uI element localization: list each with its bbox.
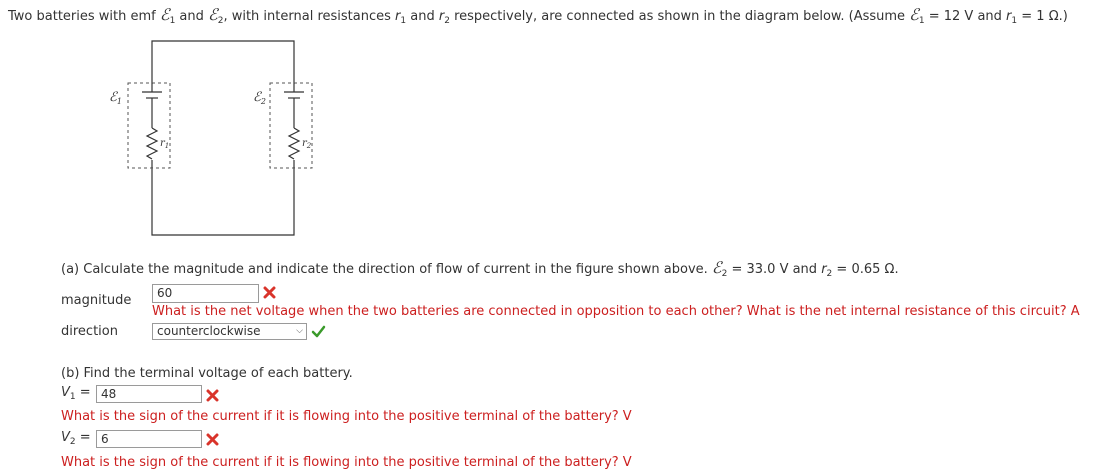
v2-sub: 2 (69, 437, 76, 447)
direction-label: direction (61, 324, 118, 339)
r2-sub: 2 (444, 16, 450, 26)
v1-equals: = (75, 385, 91, 400)
emf1-symbol: ℰ (159, 5, 170, 24)
intro-text-1: Two batteries with emf (8, 9, 160, 24)
circuit-diagram (100, 35, 330, 245)
r2-symbol: r (438, 9, 445, 24)
magnitude-feedback: What is the net voltage when the two batteries are connected in opposition to each other? What is the net internal resistance of this circuit? A (152, 304, 1080, 319)
emf1-label: ℰ$_1$ (109, 90, 122, 106)
r1-sub-b: 1 (1011, 16, 1018, 26)
direction-select[interactable] (152, 323, 307, 340)
emf2-label: ℰ$_2$ (253, 90, 266, 106)
part-b-question: (b) Find the terminal voltage of each battery. (61, 366, 353, 381)
check-mark-icon (311, 325, 326, 338)
circuit-wire (152, 41, 294, 235)
v2-feedback: What is the sign of the current if it is flowing into the positive terminal of the battery? V (61, 455, 632, 470)
v2-symbol: V (61, 430, 70, 445)
v2-equals: = (75, 430, 91, 445)
intro-text-2: , with internal resistances (223, 9, 396, 24)
v1-symbol: V (61, 385, 70, 400)
magnitude-input[interactable]: 60 (152, 284, 259, 303)
r1-symbol: r (395, 9, 401, 24)
magnitude-label: magnitude (61, 293, 132, 308)
direction-selected-value: counterclockwise (157, 324, 261, 338)
r1-label: $r_1$ (160, 138, 170, 150)
problem-intro (8, 5, 1068, 26)
v2-label (61, 430, 91, 447)
intro-text-3: respectively, are connected as shown in the diagram below. (Assume (449, 9, 910, 24)
intro-and-2: and (406, 9, 439, 24)
part-a-question (61, 258, 899, 279)
x-mark-icon (206, 433, 219, 446)
chevron-down-icon: ⌵ (296, 326, 303, 336)
emf2-symbol: ℰ (208, 5, 218, 24)
emf2-sub: 2 (217, 16, 224, 26)
r2-label: $r_2$ (302, 138, 312, 150)
v1-input[interactable]: 48 (96, 385, 202, 403)
v2-input[interactable]: 6 (96, 430, 202, 448)
emf1-symbol-b: ℰ (909, 5, 919, 24)
intro-and-1: and (175, 9, 209, 24)
intro-r1-value: = 1 Ω.) (1017, 9, 1068, 24)
x-mark-icon (206, 389, 219, 402)
x-mark-icon (263, 286, 276, 299)
emf1-sub-b: 1 (918, 16, 925, 26)
v1-label (61, 385, 91, 402)
part-a-text-1: (a) Calculate the magnitude and indicate the direction of flow of current in the figure shown above. (61, 262, 712, 277)
v1-feedback: What is the sign of the current if it is flowing into the positive terminal of the battery? V (61, 409, 632, 424)
part-a-emf-sub: 2 (721, 269, 728, 279)
part-a-r-sub: 2 (826, 269, 833, 279)
part-a-emf-symbol: ℰ (711, 258, 722, 277)
r1-sub: 1 (400, 16, 407, 26)
part-a-text-3: = 0.65 Ω. (832, 262, 899, 277)
r1-symbol-b: r (1006, 9, 1012, 24)
emf1-sub: 1 (169, 16, 176, 26)
intro-emf1-value: = 12 V and (924, 9, 1007, 24)
v1-sub: 1 (69, 392, 76, 402)
part-a-r-symbol: r (821, 262, 827, 277)
part-a-text-2: = 33.0 V and (727, 262, 822, 277)
